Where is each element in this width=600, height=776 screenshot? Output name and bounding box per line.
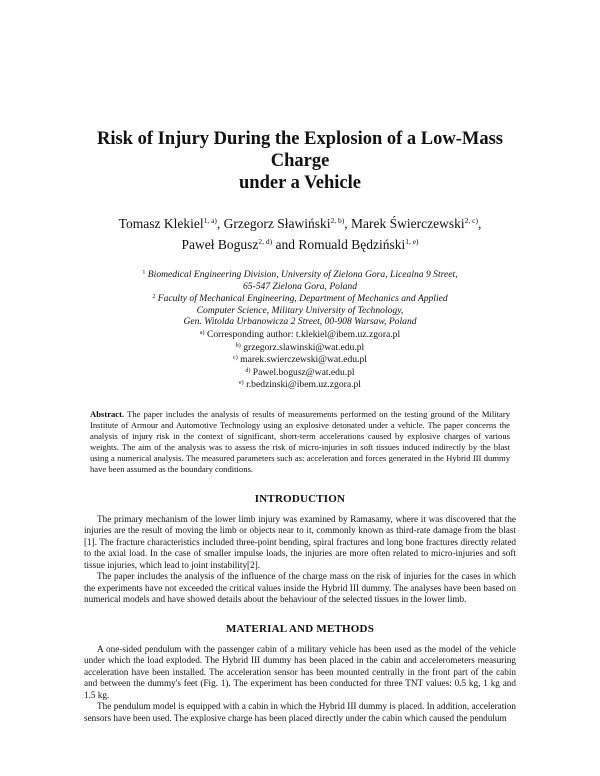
email-mark: b) [235, 342, 241, 349]
email-line [84, 378, 516, 391]
author-name: Marek Świerczewski [351, 216, 465, 231]
affiliation-line: Biomedical Engineering Division, University of Zielona Gora, Licealna 9 Street, [147, 269, 458, 280]
email-text: Pawel.bogusz@wat.edu.pl [252, 366, 355, 378]
section-body-introduction [84, 514, 516, 606]
author-separator: , [344, 216, 352, 231]
email-mark: e) [239, 380, 244, 387]
author-name: Romuald Będziński [298, 237, 406, 252]
abstract-text: The paper includes the analysis of results of measurements performed on the testing ground of the Military Institute of Armour and Automotive Technology using an explosive detonated under a vehicle. The paper concerns the analysis of injury risk in the context of significant, short-term accelerations caused by explosive charges of various weights. The aim of the analysis was to assess the risk of micro-injuries in soft tissues induced indirectly by the blast using a numerical analysis. The measured parameters such as: acceleration and forces generated in the Hybrid III dummy have been assumed as the boundary conditions. [90, 408, 510, 475]
title-line-1: Risk of Injury During the Explosion of a Low-Mass Charge [96, 129, 504, 171]
author-separator: and [272, 237, 299, 252]
affiliation-mark: 1 [142, 270, 146, 276]
author-affil-mark: 1, e) [405, 237, 419, 246]
paper-title [84, 0, 516, 194]
email-mark: c) [233, 355, 238, 362]
email-text: Corresponding author: t.klekiel@ibem.uz.zgora.pl [206, 328, 401, 340]
email-text: r.bedzinski@ibem.uz.zgora.pl [246, 379, 361, 391]
affiliation-mark: 2 [152, 294, 156, 301]
author-affil-mark: 2, d) [258, 237, 273, 246]
email-corresponding [84, 328, 516, 341]
email-line [84, 366, 516, 379]
abstract [90, 409, 510, 476]
paragraph: The primary mechanism of the lower limb injury was examined by Ramasamy, where it was discovered that the injuries are the result of moving the limb or objects near to it, commonly known as third-rate damage from the blast [1]. The fracture characteristics included three-point bending, spiral fractures and long bone fractures directly related to the axial load. In the case of smaller impulse loads, the injuries are more often related to micro-injuries and soft tissue injuries, which lead to joint instability[2]. [84, 513, 516, 570]
email-line [84, 353, 516, 366]
affiliation-line: Computer Science, Military University of Technology, [196, 304, 404, 316]
author-separator: , [216, 216, 224, 231]
affiliation-1 [84, 268, 516, 292]
author-list [84, 212, 516, 254]
email-text: grzegorz.slawinski@wat.edu.pl [243, 341, 365, 353]
affiliation-line: 65-547 Zielona Gora, Poland [242, 280, 358, 292]
author-affil-mark: 2, b) [330, 216, 345, 225]
author-affil-mark: 2, c) [464, 216, 478, 225]
paragraph: The pendulum model is equipped with a cabin in which the Hybrid III dummy is placed. In addition, acceleration sensors have been used. The explosive charge has been placed directly under the cabin which caused the pendulum [84, 701, 516, 723]
email-line [84, 341, 516, 354]
affiliation-2 [84, 292, 516, 328]
email-text: marek.swierczewski@wat.edu.pl [240, 354, 367, 366]
paragraph: The paper includes the analysis of the influence of the charge mass on the risk of injuries for the cases in which the experiments have not exceeded the critical values inside the Hybrid III dummy. The analyses have been based on numerical models and have showed details about the behaviour of the selected tissues in the lower limb. [84, 571, 516, 604]
paragraph: A one-sided pendulum with the passenger cabin of a military vehicle has been used as the model of the vehicle under which the load exploded. The Hybrid III dummy has been placed in the cabin and accelerometers measuring acceleration have been installed. The acceleration sensor has been mounted centrally in the front part of the cabin and between the dummy's feet (Fig. 1). The experiment has been conducted for three TNT values: 0.5 kg, 1 kg and 1.5 kg. [84, 643, 516, 700]
author-name: Paweł Bogusz [181, 237, 259, 252]
author-separator: , [477, 216, 482, 231]
affiliation-line: Faculty of Mechanical Engineering, Department of Mechanics and Applied [157, 293, 448, 305]
section-heading-methods: MATERIAL AND METHODS [225, 622, 375, 635]
section-body-methods [84, 644, 516, 725]
affiliations [84, 268, 516, 391]
email-mark: d) [245, 367, 251, 374]
author-name: Tomasz Klekiel [118, 216, 204, 231]
author-affil-mark: 1, a) [203, 216, 217, 225]
affiliation-line: Gen. Witolda Urbanowicza 2 Street, 00-908 Warsaw, Poland [183, 316, 417, 328]
abstract-label: Abstract. [90, 408, 125, 419]
section-heading-introduction: INTRODUCTION [254, 492, 346, 505]
title-line-2: under a Vehicle [239, 173, 361, 193]
email-mark: a) [199, 329, 205, 336]
author-name: Grzegorz Sławiński [223, 216, 331, 231]
